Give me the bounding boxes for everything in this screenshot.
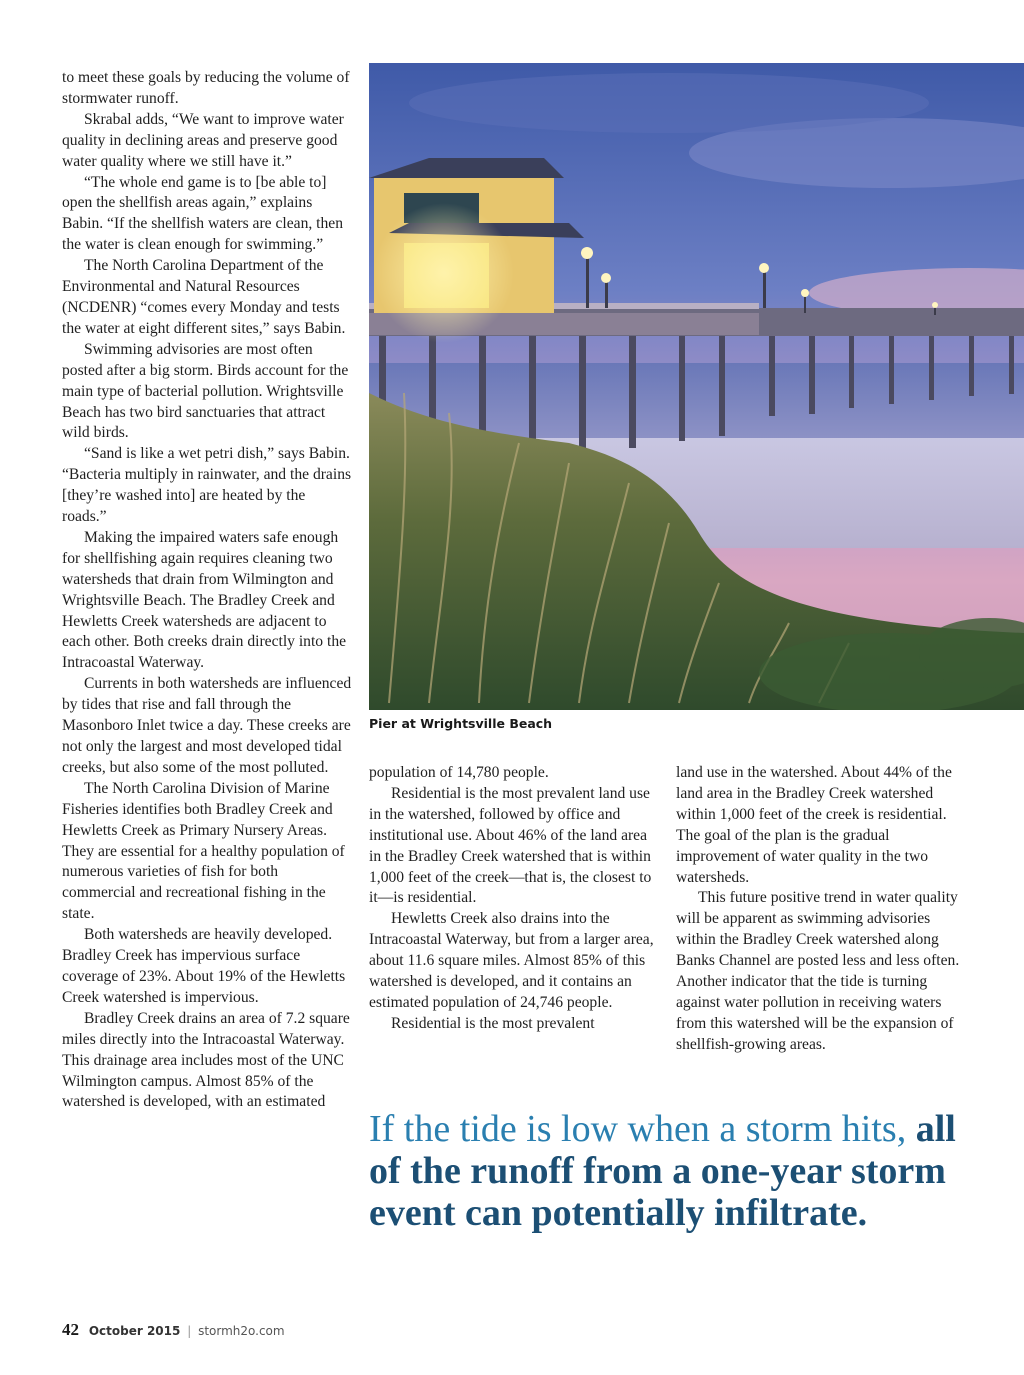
paragraph: Bradley Creek drains an area of 7.2 square miles directly into the Intracoastal Waterway. This drainage area includes most of the UNC Wilmington campus. Almost 85% of the watershed is developed, with an estimated (62, 1009, 350, 1111)
page-number: 42 (62, 1320, 79, 1339)
paragraph: Hewletts Creek also drains into the Intracoastal Waterway, but from a larger area, about 11.6 square miles. Almost 85% of this watershed is developed, and it contains an estimated population of 24,746 people. (369, 910, 654, 1011)
paragraph: “The whole end game is to [be able to] open the shellfish areas again,” explains Babin. “If the shellfish waters are clean, then the water is clean enough for swimming.” (62, 173, 344, 254)
paragraph: The North Carolina Department of the Environmental and Natural Resources (NCDENR) “comes every Monday and tests the water at eight different sites,” says Babin. (62, 257, 346, 337)
paragraph: Swimming advisories are most often posted after a big storm. Birds account for the main type of bacterial pollution. Wrightsville Beach has two bird sanctuaries that attract wild birds. (62, 340, 349, 442)
paragraph: to meet these goals by reducing the volume of stormwater runoff. (62, 69, 350, 107)
footer-separator: | (187, 1324, 192, 1338)
paragraph: Residential is the most prevalent (391, 1014, 595, 1032)
paragraph: The North Carolina Division of Marine Fisheries identifies both Bradley Creek and Hewletts Creek as Primary Nursery Areas. They are essential for a healthy population of numerous varieties of fish for both commercial and recreational fishing in the state. (62, 779, 345, 923)
paragraph: Currents in both watersheds are influenced by tides that rise and fall through the Masonboro Inlet twice a day. These creeks are not only the largest and most developed tidal creeks, but also some of the most polluted. (62, 675, 352, 776)
body-column-1 (62, 68, 352, 1113)
paragraph: land use in the watershed. About 44% of the land area in the Bradley Creek watershed within 1,000 feet of the creek is residential. The goal of the plan is the gradual improvement of water quality in the two watersheds. (676, 764, 952, 886)
paragraph: “Sand is like a wet petri dish,” says Babin. “Bacteria multiply in rainwater, and the drains [they’re washed into] are heated by the roads.” (62, 445, 352, 526)
paragraph: Both watersheds are heavily developed. Bradley Creek has impervious surface coverage of 23%. About 19% of the Hewletts Creek watershed is impervious. (62, 926, 346, 1006)
photo-caption: Pier at Wrightsville Beach (369, 716, 553, 731)
paragraph: Residential is the most prevalent land use in the watershed, followed by office and institutional use. About 46% of the land area in the Bradley Creek watershed that is within 1,000 feet of the creek—that is, the closest to it—is residential. (369, 784, 652, 907)
website: stormh2o.com (198, 1324, 285, 1338)
paragraph: population of 14,780 people. (369, 764, 549, 781)
pull-quote-bold: all of the runoff from a one-year storm event can potentially infiltrate. (369, 1108, 956, 1234)
paragraph: This future positive trend in water quality will be apparent as swimming advisories within the Bradley Creek watershed along Banks Channel are posted less and less often. Another indicator that the tide is turning against water pollution in receiving waters from this watershed will be the expansion of shellfish-growing areas. (676, 889, 960, 1053)
pull-quote-light: If the tide is low when a storm hits, (369, 1108, 907, 1150)
paragraph: Skrabal adds, “We want to improve water quality in declining areas and preserve good water quality where we still have it.” (62, 110, 344, 170)
pull-quote (369, 1108, 969, 1234)
body-column-3 (676, 763, 966, 1056)
page-footer (62, 1320, 285, 1340)
issue-date: October 2015 (88, 1324, 181, 1338)
pier-photo (369, 63, 1024, 710)
paragraph: Making the impaired waters safe enough for shellfishing again requires cleaning two watersheds that drain from Wilmington and Wrightsville Beach. The Bradley Creek and Hewletts Creek watersheds are adjacent to each other. Both creeks drain directly into the Intracoastal Waterway. (62, 528, 347, 672)
body-column-2 (369, 763, 659, 1035)
